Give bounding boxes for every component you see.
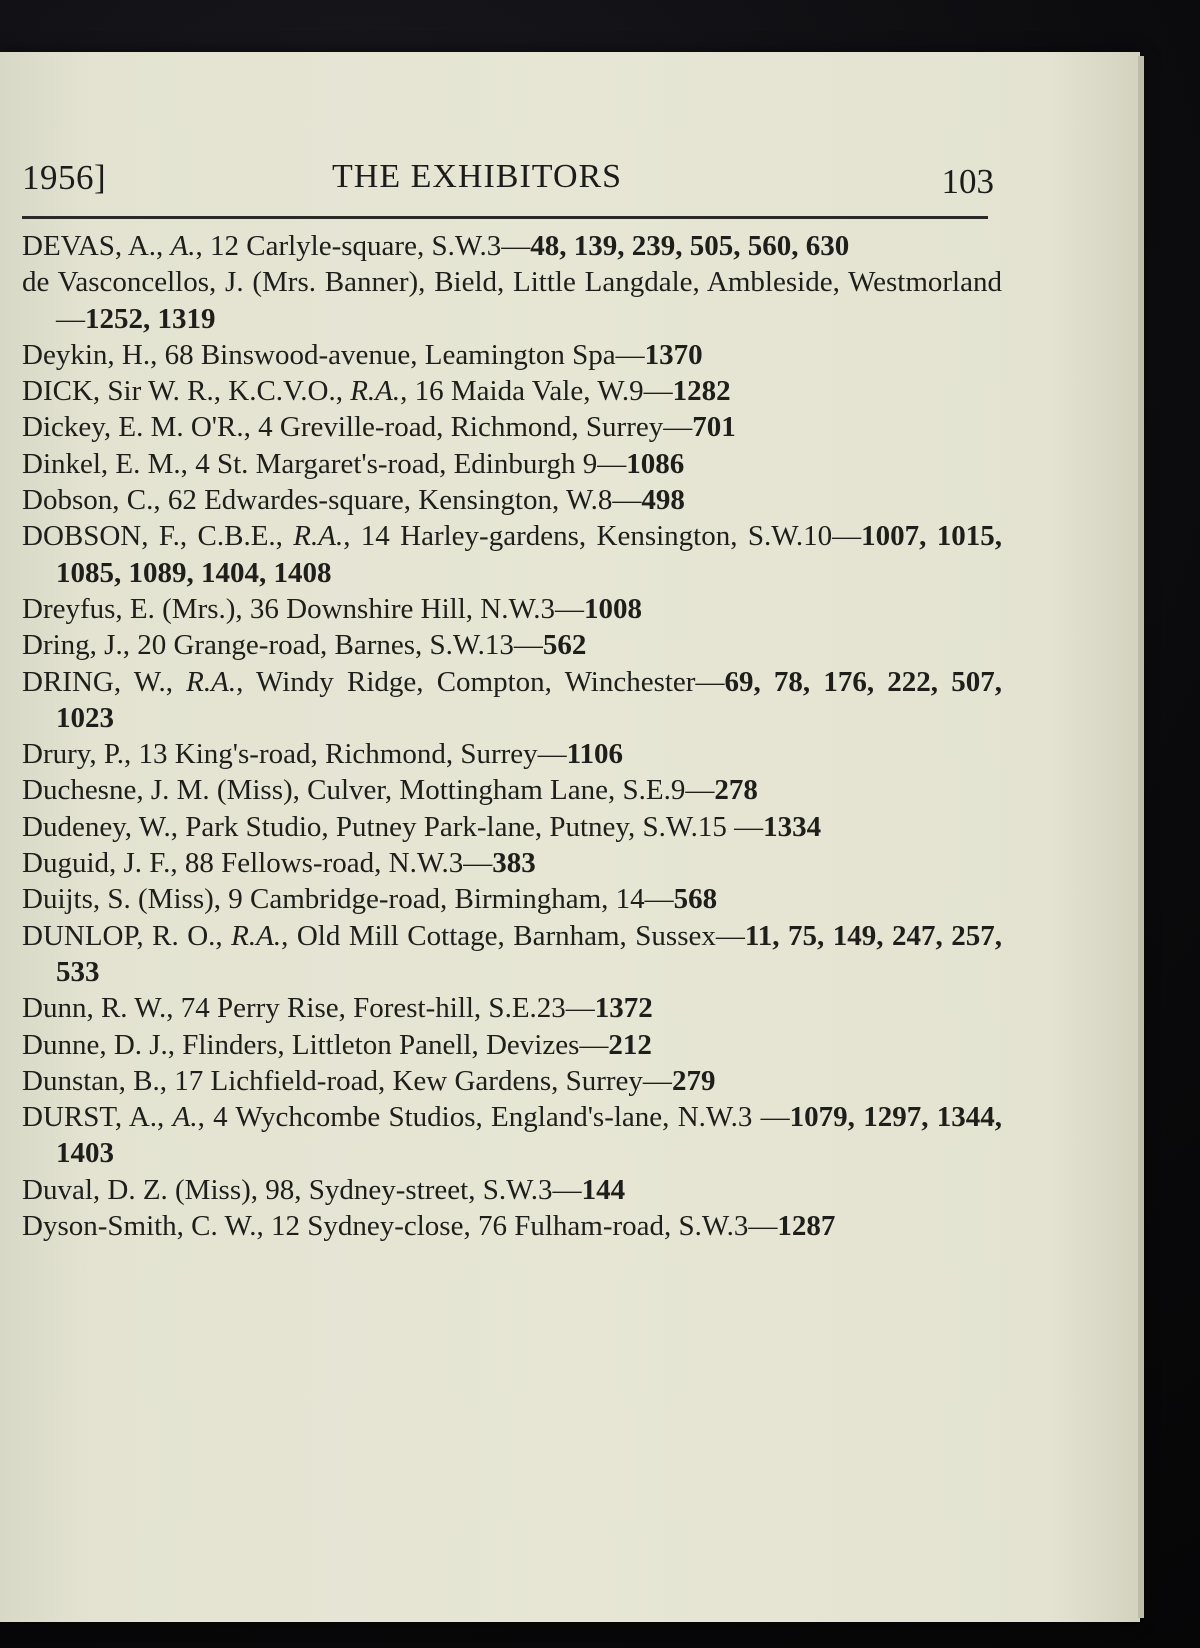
exhibitor-address: 13 King's-road, Richmond, Surrey— (138, 738, 567, 771)
exhibitor-address: 68 Binswood-avenue, Leamington Spa— (164, 338, 645, 371)
exhibitor-honor: R.A. (231, 919, 282, 952)
exhibitor-entry (22, 446, 1002, 482)
catalogue-numbers: 1007, 1015, 1085, 1089, 1404, 1408 (56, 520, 1003, 589)
exhibitor-entry (22, 809, 1002, 845)
exhibitor-entry (22, 228, 1002, 264)
exhibitor-honor: A. (172, 1101, 198, 1134)
exhibitor-address: 4 St. Margaret's-road, Edinburgh 9— (195, 447, 627, 480)
catalogue-numbers: 11, 75, 149, 247, 257, 533 (56, 919, 1003, 988)
exhibitor-entry (22, 1208, 1002, 1244)
exhibitor-entry (22, 627, 1002, 663)
exhibitor-entry (22, 1172, 1002, 1208)
exhibitor-name: Dunne, D. J., (22, 1028, 183, 1061)
exhibitor-name: Dunstan, B., (22, 1064, 175, 1097)
catalogue-numbers: 1287 (777, 1210, 836, 1243)
exhibitor-entry (22, 518, 1002, 591)
exhibitor-name: DOBSON, F., C.B.E., (22, 520, 294, 553)
catalogue-numbers: 212 (608, 1028, 652, 1061)
exhibitor-name: Duguid, J. F., (22, 847, 185, 880)
catalogue-numbers: 701 (692, 411, 736, 444)
exhibitor-entry (22, 482, 1002, 518)
exhibitor-address: , Old Mill Cottage, Barnham, Sussex— (281, 919, 745, 952)
exhibitor-entry (22, 918, 1002, 991)
exhibitor-address: 9 Cambridge-road, Birmingham, 14— (228, 883, 674, 916)
exhibitor-entry (22, 664, 1002, 737)
catalogue-numbers: 1079, 1297, 1344, 1403 (56, 1101, 1003, 1170)
exhibitor-entry (22, 373, 1002, 409)
exhibitor-address: 17 Lichfield-road, Kew Gardens, Surrey— (174, 1064, 672, 1097)
catalogue-numbers: 1334 (763, 810, 822, 843)
header-year: 1956] (22, 158, 107, 197)
catalogue-numbers: 1370 (644, 338, 703, 371)
exhibitor-address: 62 Edwardes-square, Kensington, W.8— (167, 484, 642, 517)
exhibitor-address: 12 Sydney-close, 76 Fulham-road, S.W.3— (270, 1210, 778, 1243)
exhibitor-honor: R.A. (186, 665, 237, 698)
running-header (22, 158, 994, 206)
catalogue-numbers: 1372 (594, 992, 653, 1025)
catalogue-numbers: 144 (581, 1173, 626, 1206)
exhibitor-address: , 16 Maida Vale, W.9— (400, 375, 673, 408)
exhibitor-name: Duchesne, J. M. (Miss), (22, 774, 308, 807)
exhibitor-address: Park Studio, Putney Park-lane, Putney, S.W.15 — (185, 810, 764, 843)
exhibitor-list (22, 228, 1002, 1244)
exhibitor-name: Dinkel, E. M., (22, 447, 196, 480)
catalogue-numbers: 48, 139, 239, 505, 560, 630 (530, 230, 850, 262)
catalogue-numbers: 1086 (626, 447, 685, 480)
exhibitor-name: Dunn, R. W., (22, 992, 181, 1025)
exhibitor-name: DICK, Sir W. R., K.C.V.O., (22, 375, 351, 408)
exhibitor-entry (22, 845, 1002, 881)
exhibitor-address: 98, Sydney-street, S.W.3— (265, 1173, 582, 1206)
exhibitor-address: 36 Downshire Hill, N.W.3— (249, 592, 584, 625)
exhibitor-address: , Windy Ridge, Compton, Winchester— (236, 665, 725, 698)
exhibitor-address: Flinders, Littleton Panell, Devizes— (182, 1028, 609, 1061)
exhibitor-name: Dudeney, W., (22, 810, 186, 843)
exhibitor-address: Culver, Mottingham Lane, S.E.9— (307, 774, 715, 807)
header-rule (22, 216, 988, 219)
exhibitor-name: Drury, P., (22, 738, 139, 771)
exhibitor-name: DEVAS, A., (22, 230, 171, 262)
exhibitor-entry (22, 264, 1002, 337)
catalogue-numbers: 1106 (566, 738, 624, 771)
catalogue-numbers: 1008 (583, 592, 642, 625)
catalogue-numbers: 568 (673, 883, 718, 916)
exhibitor-name: Dring, J., (22, 629, 138, 662)
exhibitor-address: , 14 Harley-gardens, Kensington, S.W.10— (343, 520, 862, 553)
exhibitor-name: DUNLOP, R. O., (22, 919, 232, 952)
exhibitor-name: de Vasconcellos, J. (Mrs. Banner), (22, 266, 435, 299)
exhibitor-entry (22, 1063, 1002, 1099)
exhibitor-entry (22, 736, 1002, 772)
exhibitor-honor: A. (170, 230, 196, 262)
catalogue-numbers: 279 (671, 1064, 716, 1097)
catalogue-numbers: 1252, 1319 (85, 302, 216, 335)
page-edge (1138, 56, 1144, 1618)
catalogue-numbers: 383 (492, 847, 536, 880)
catalogue-numbers: 562 (542, 629, 587, 662)
header-title: THE EXHIBITORS (332, 158, 623, 195)
exhibitor-name: DRING, W., (22, 665, 187, 698)
exhibitor-entry (22, 337, 1002, 373)
catalogue-numbers: 69, 78, 176, 222, 507, 1023 (56, 665, 1002, 734)
exhibitor-name: Dobson, C., (22, 484, 168, 517)
exhibitor-name: Dyson-Smith, C. W., (22, 1210, 271, 1243)
exhibitor-entry (22, 772, 1002, 808)
exhibitor-address: 20 Grange-road, Barnes, S.W.13— (137, 629, 543, 662)
exhibitor-address: 88 Fellows-road, N.W.3— (184, 847, 493, 880)
catalogue-numbers: 498 (641, 484, 685, 517)
exhibitor-entry (22, 1027, 1002, 1063)
exhibitor-address: , 12 Carlyle-square, S.W.3— (195, 230, 531, 262)
exhibitor-name: Duval, D. Z. (Miss), (22, 1173, 266, 1206)
exhibitor-address: , 4 Wychcombe Studios, England's-lane, N.W.3 — (197, 1101, 790, 1134)
exhibitor-address: Bield, Little Langdale, Ambleside, Westmorland— (56, 266, 1002, 335)
page-number: 103 (941, 162, 994, 201)
exhibitor-address: 4 Greville-road, Richmond, Surrey— (258, 411, 693, 444)
exhibitor-entry (22, 591, 1002, 627)
catalogue-numbers: 278 (714, 774, 758, 807)
exhibitor-name: Dickey, E. M. O'R., (22, 411, 259, 444)
exhibitor-honor: R.A. (293, 520, 344, 553)
exhibitor-address: 74 Perry Rise, Forest-hill, S.E.23— (180, 992, 595, 1025)
exhibitor-name: Duijts, S. (Miss), (22, 883, 229, 916)
exhibitor-entry (22, 1099, 1002, 1172)
exhibitor-honor: R.A. (350, 375, 401, 408)
exhibitor-name: DURST, A., (22, 1101, 173, 1134)
exhibitor-entry (22, 990, 1002, 1026)
catalogue-numbers: 1282 (672, 375, 731, 408)
exhibitor-entry (22, 409, 1002, 445)
exhibitor-entry (22, 881, 1002, 917)
exhibitor-name: Deykin, H., (22, 338, 165, 371)
exhibitor-name: Dreyfus, E. (Mrs.), (22, 592, 250, 625)
